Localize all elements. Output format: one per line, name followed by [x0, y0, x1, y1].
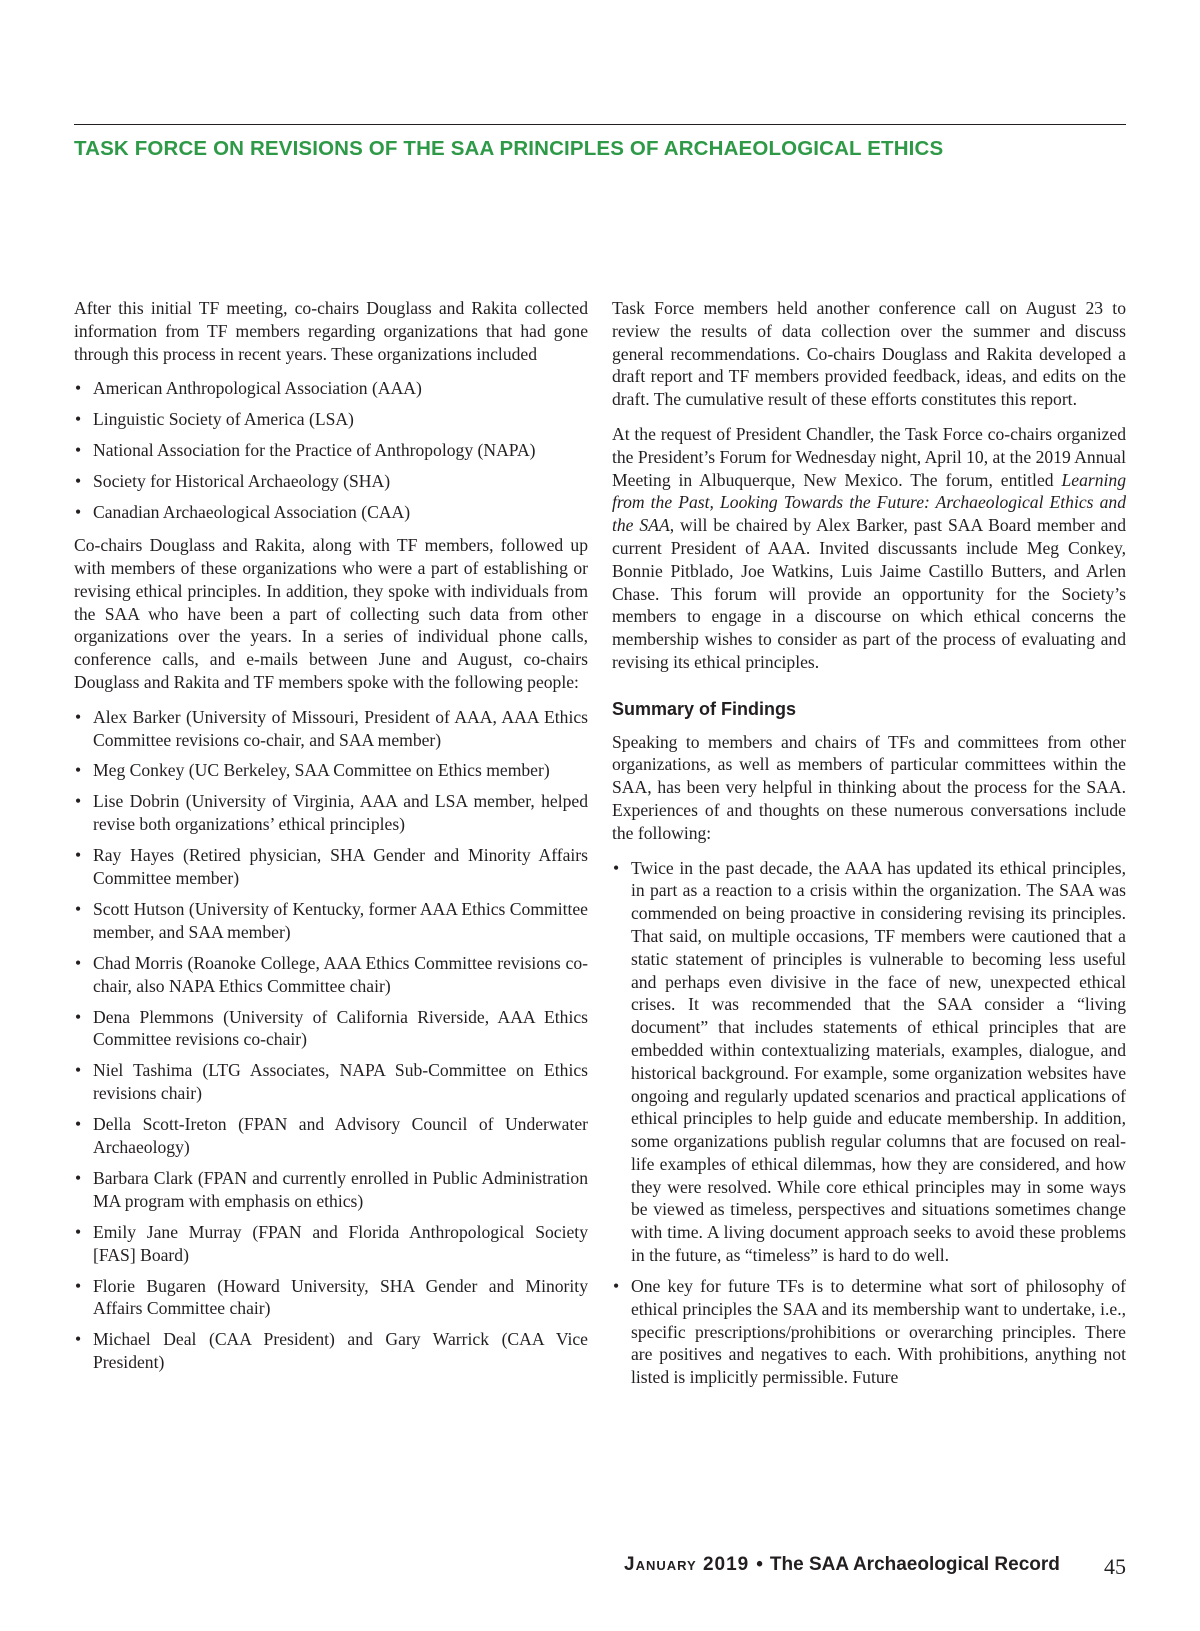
- list-item: • Alex Barker (University of Missouri, President of AAA, AAA Ethics Committee revisions co-chair, and SAA member): [75, 706, 588, 750]
- bullet-icon: •: [75, 706, 82, 727]
- list-item: • Linguistic Society of America (LSA): [75, 409, 354, 430]
- paragraph: Speaking to members and chairs of TFs and committees from other organizations, as well as members of particular committees within the SAA, has been very helpful in thinking about the process for the SAA. Experiences of and thoughts on these numerous conversations include the following:: [612, 731, 1126, 843]
- page-number: 45: [1104, 1554, 1126, 1579]
- bullet-icon: •: [75, 378, 82, 399]
- list-item: • Ray Hayes (Retired physician, SHA Gender and Minority Affairs Committee member): [75, 845, 588, 889]
- list-item: • Michael Deal (CAA President) and Gary Warrick (CAA Vice President): [75, 1329, 588, 1373]
- list-item: • Emily Jane Murray (FPAN and Florida Anthropological Society [FAS] Board): [75, 1221, 588, 1265]
- page-title: TASK FORCE ON REVISIONS OF THE SAA PRINCIPLES OF ARCHAEOLOGICAL ETHICS: [74, 137, 944, 160]
- bullet-icon: •: [75, 760, 82, 781]
- list-item: • Barbara Clark (FPAN and currently enrolled in Public Administration MA program with emphasis on ethics): [75, 1167, 588, 1211]
- list-item: • One key for future TFs is to determine what sort of philosophy of ethical principles the SAA and its membership want to undertake, i.e., specific prescriptions/prohibitions or overarching principles. There are positives and negatives to each. With prohibitions, anything not listed is implicitly permissible. Future: [613, 1276, 1126, 1388]
- people-list: [74, 706, 588, 1374]
- right-column: [612, 297, 1126, 1399]
- left-column: [74, 297, 588, 1384]
- section-heading: Summary of Findings: [612, 698, 797, 719]
- findings-list: [612, 857, 1126, 1390]
- publication-title: The SAA Archaeological Record: [769, 1554, 1060, 1575]
- list-item: • Twice in the past decade, the AAA has updated its ethical principles, in part as a reaction to a crisis within the organization. The SAA was commended on being proactive in considering revising its principles. That said, on multiple occasions, TF members were cautioned that a static statement of principles is vulnerable to becoming less useful and perhaps even divisive in the face of new, unexpected ethical crises. It was recommended that the SAA consider a “living document” that includes statements of ethical principles that are embedded within contextualizing materials, examples, dialogue, and historical background. For example, some organization websites have ongoing and regularly updated scenarios and practical applications of ethical principles to help guide and educate membership. In addition, some organizations publish regular columns that are focused on real-life examples of ethical dilemmas, how they are considered, and how they were resolved. While core ethical principles may in some ways be viewed as timeless, perspectives and situations sometimes change with time. A living document approach seeks to avoid these problems in the future, as “timeless” is hard to do well.: [613, 857, 1126, 1266]
- list-item: • Scott Hutson (University of Kentucky, former AAA Ethics Committee member, and SAA member): [75, 899, 588, 942]
- list-item: • Society for Historical Archaeology (SHA): [75, 471, 391, 492]
- issue-date: January 2019: [624, 1554, 750, 1575]
- bullet-icon: •: [75, 440, 82, 461]
- bullet-icon: •: [75, 1114, 82, 1135]
- list-item: • American Anthropological Association (AAA): [75, 378, 422, 399]
- bullet-icon: •: [75, 409, 82, 430]
- list-item: • Canadian Archaeological Association (CAA): [75, 502, 411, 523]
- list-item: • Lise Dobrin (University of Virginia, AAA and LSA member, helped revise both organizations’ ethical principles): [75, 791, 588, 835]
- bullet-icon: •: [613, 857, 620, 878]
- forum-paragraph: At the request of President Chandler, the Task Force co-chairs organized the President’s Forum for Wednesday night, April 10, at the 2019 Annual Meeting in Albuquerque, New Mexico. The forum, entitled Learning from the Past, Looking Towards the Future: Archaeological Ethics and the SAA, will be chaired by Alex Barker, past SAA Board member and current President of AAA. Invited discussants include Meg Conkey, Bonnie Pitblado, Joe Watkins, Luis Jaime Castillo Butters, and Arlen Chase. This forum will provide an opportunity for the Society’s members to engage in a discourse on which ethical concerns the membership wishes to consider as part of the process of evaluating and revising its ethical principles.: [612, 423, 1126, 672]
- list-item: • Dena Plemmons (University of California Riverside, AAA Ethics Committee revisions co-chair): [75, 1006, 588, 1050]
- paragraph: Task Force members held another conference call on August 23 to review the results of data collection over the summer and discuss general recommendations. Co-chairs Douglass and Rakita developed a draft report and TF members provided feedback, ideas, and edits on the draft. The cumulative result of these efforts constitutes this report.: [612, 298, 1126, 410]
- bullet-icon: •: [75, 1060, 82, 1081]
- list-item: • Meg Conkey (UC Berkeley, SAA Committee on Ethics member): [75, 760, 550, 781]
- paragraph: After this initial TF meeting, co-chairs Douglass and Rakita collected information from TF members regarding organizations that had gone through this process in recent years. These organizations included: [74, 298, 588, 364]
- list-item: • National Association for the Practice of Anthropology (NAPA): [75, 440, 536, 461]
- list-item: • Chad Morris (Roanoke College, AAA Ethics Committee revisions co-chair, also NAPA Ethics Committee chair): [75, 952, 588, 996]
- bullet-icon: •: [75, 791, 82, 812]
- bullet-icon: •: [75, 845, 82, 866]
- bullet-icon: •: [75, 1221, 82, 1242]
- bullet-icon: •: [75, 502, 82, 523]
- list-item: • Della Scott-Ireton (FPAN and Advisory Council of Underwater Archaeology): [75, 1114, 588, 1157]
- bullet-icon: •: [75, 471, 82, 492]
- header-rule: [74, 124, 1126, 125]
- paragraph: Co-chairs Douglass and Rakita, along with TF members, followed up with members of these organizations who were a part of establishing or revising ethical principles. In addition, they spoke with individuals from the SAA who have been a part of collecting such data from other organizations over the years. In a series of individual phone calls, conference calls, and e-mails between June and August, co-chairs Douglass and Rakita and TF members spoke with the following people:: [74, 535, 588, 692]
- running-footer: [624, 1554, 1060, 1576]
- bullet-icon: •: [613, 1276, 620, 1297]
- bullet-icon: •: [75, 1167, 82, 1188]
- list-item: • Florie Bugaren (Howard University, SHA Gender and Minority Affairs Committee chair): [75, 1275, 588, 1319]
- separator-dot: •: [756, 1554, 763, 1575]
- bullet-icon: •: [75, 1329, 82, 1350]
- bullet-icon: •: [75, 1006, 82, 1027]
- bullet-icon: •: [75, 1275, 82, 1296]
- bullet-icon: •: [75, 952, 82, 973]
- list-item: • Niel Tashima (LTG Associates, NAPA Sub-Committee on Ethics revisions chair): [75, 1060, 588, 1104]
- forum-title: Learning from the Past, Looking Towards the Future: Archaeological Ethics and the SAA: [612, 469, 1126, 536]
- organizations-list: [74, 377, 588, 524]
- bullet-icon: •: [75, 899, 82, 920]
